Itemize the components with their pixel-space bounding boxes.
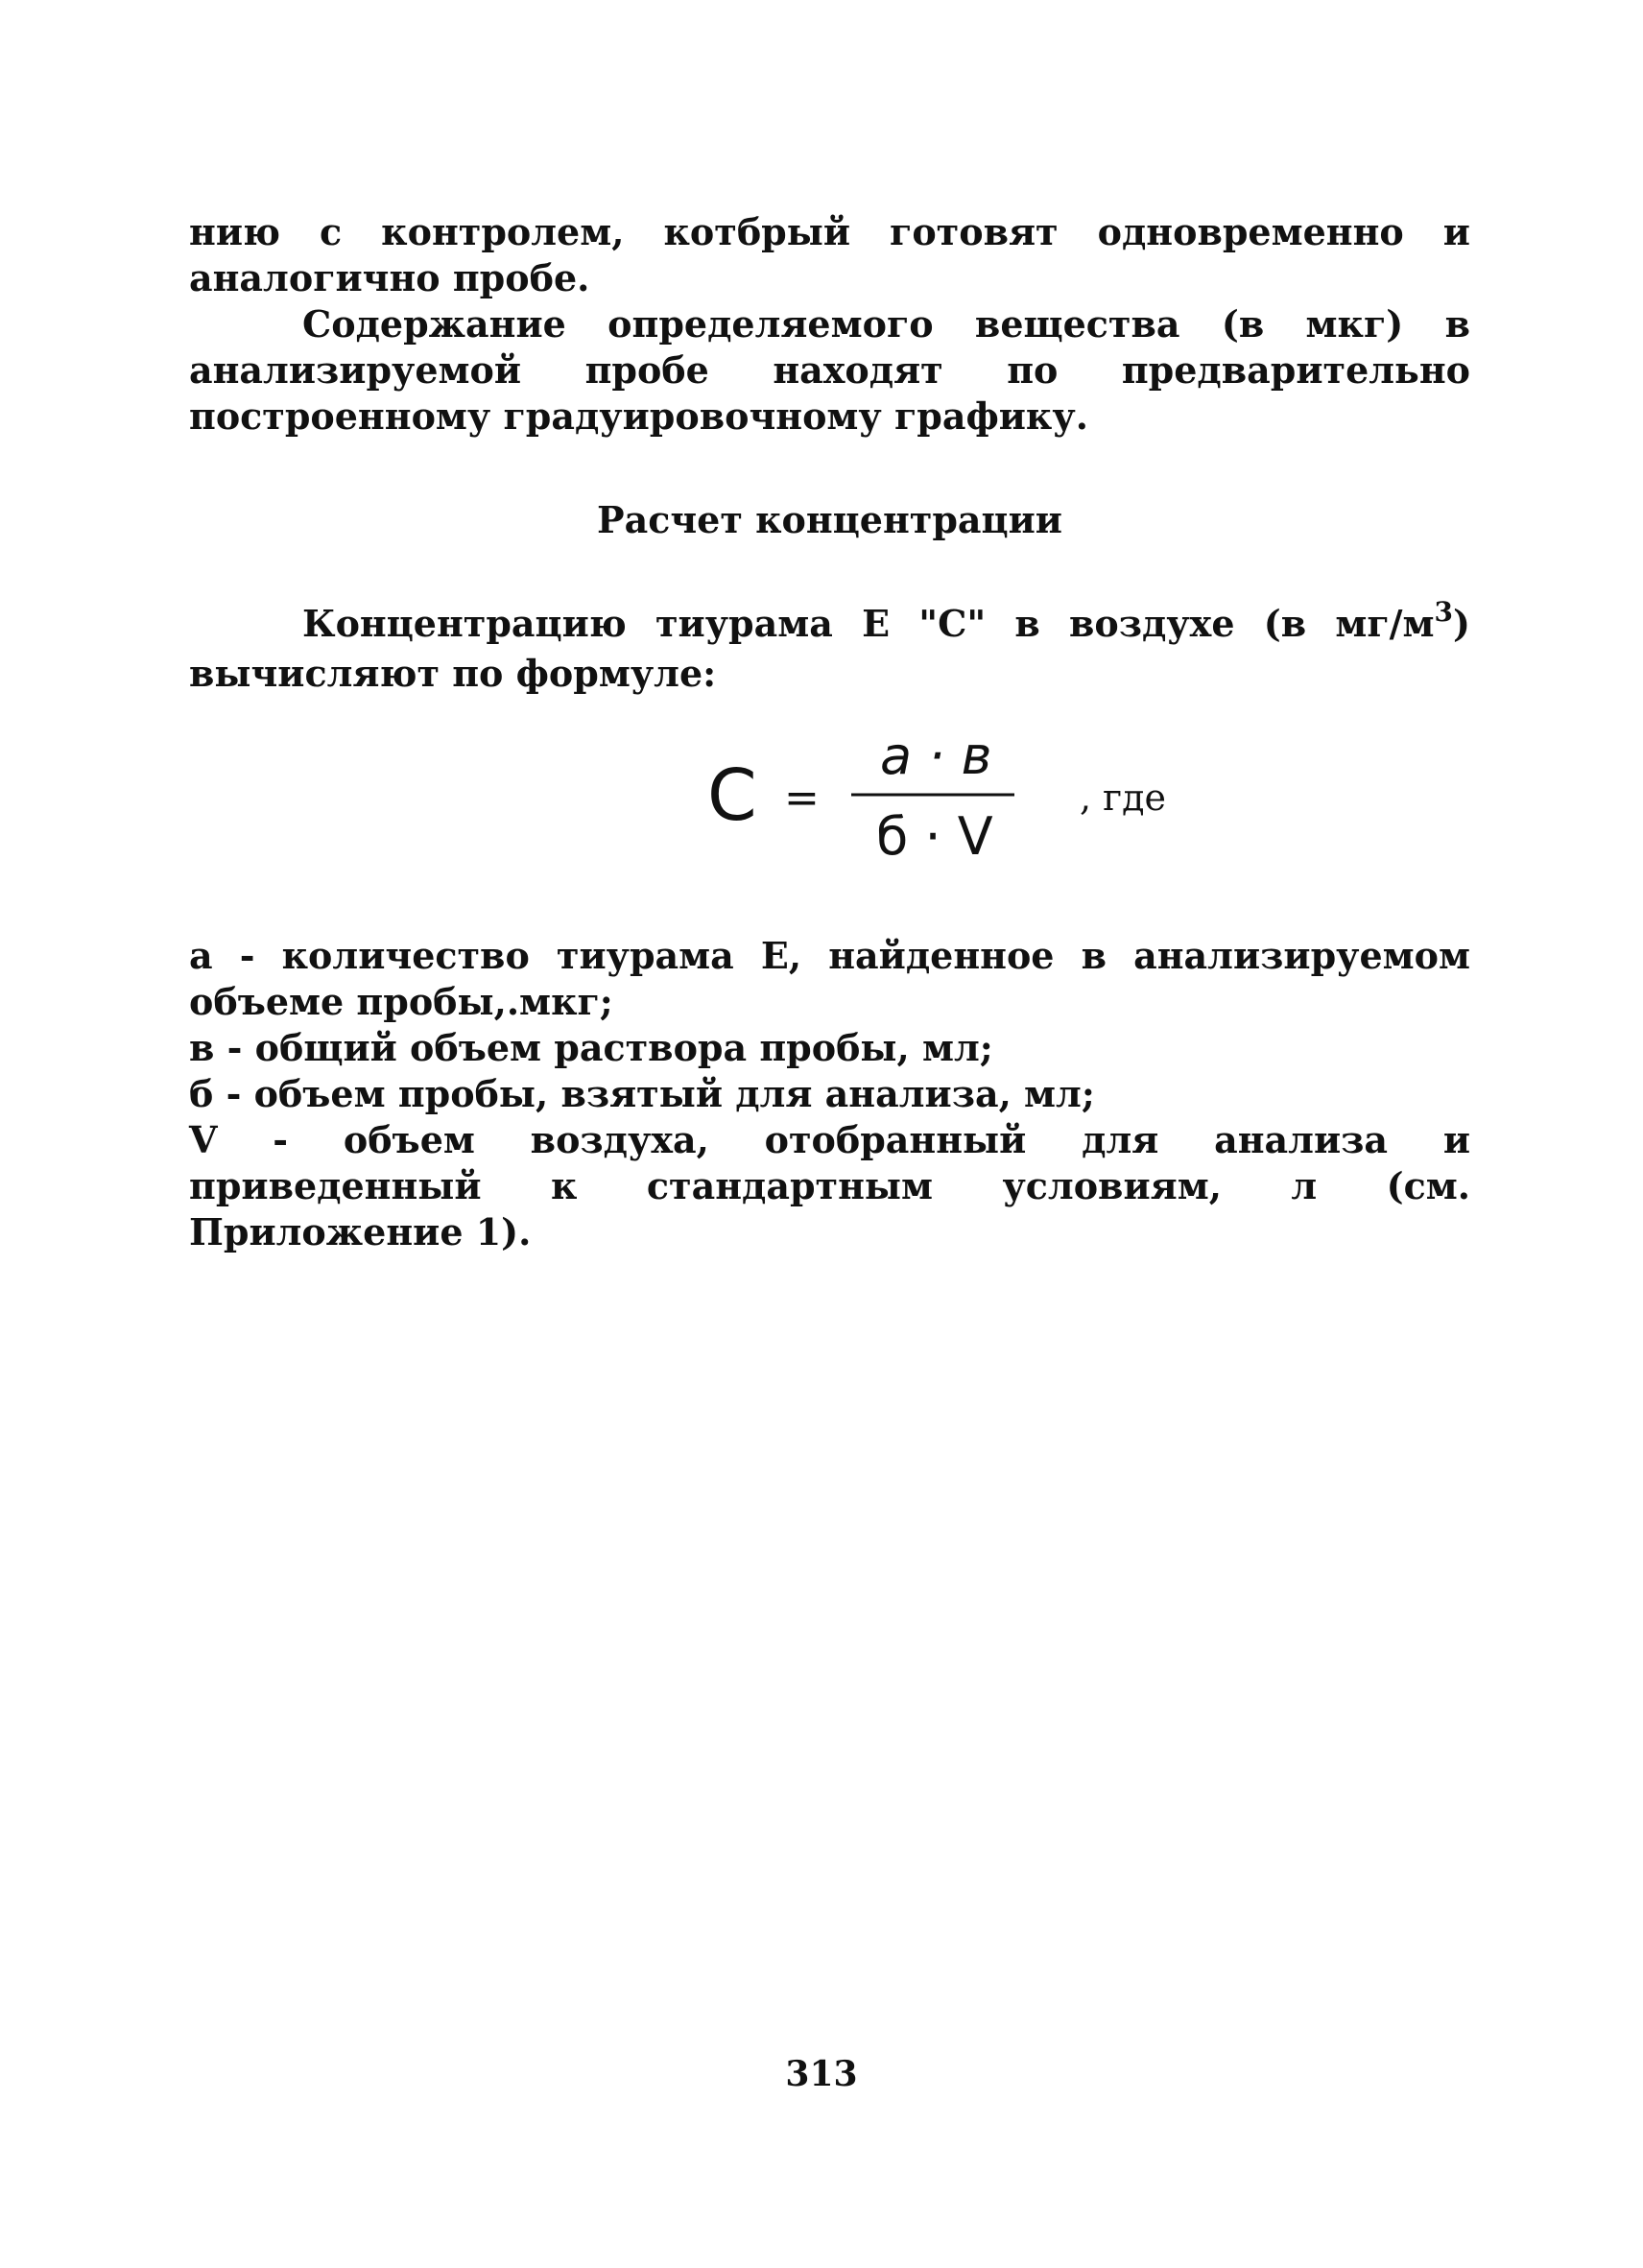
definition-a: а - количество тиурама Е, найденное в анализируемом объеме пробы,.мкг; bbox=[189, 934, 1470, 1023]
concentration-text-before: Концентрацию тиурама Е "С" в воздухе (в мг/м bbox=[302, 602, 1435, 645]
formula-lhs: C bbox=[707, 754, 757, 837]
definitions-list bbox=[189, 933, 1470, 1255]
paragraph-continuation: нию с контролем, котбрый готовят одновременно и аналогично пробе. bbox=[189, 210, 1470, 299]
concentration-text-after: ) вычисляют по формуле: bbox=[189, 602, 1470, 695]
formula-equals: = bbox=[784, 774, 820, 823]
definition-air-volume: V - объем воздуха, отобранный для анализа и приведенный к стандартным условиям, л (см. Приложение 1). bbox=[189, 1118, 1470, 1253]
definition-v: в - общий объем раствора пробы, мл; bbox=[189, 1026, 993, 1069]
page-number: 313 bbox=[785, 2054, 858, 2094]
formula-graphic bbox=[688, 716, 1187, 879]
section-heading: Расчет концентрации bbox=[597, 498, 1062, 541]
definition-b: б - объем пробы, взятый для анализа, мл; bbox=[189, 1072, 1095, 1115]
formula-where: , где bbox=[1080, 776, 1166, 819]
document-page bbox=[189, 209, 1470, 1255]
formula bbox=[189, 716, 1470, 879]
formula-denominator: б · V bbox=[876, 806, 993, 867]
paragraph-content-determination: Содержание определяемого вещества (в мкг) в анализируемой пробе находят по предварительно построенному градуировочному графику. bbox=[189, 302, 1470, 438]
paragraph-concentration bbox=[189, 596, 1470, 697]
cubic-superscript: 3 bbox=[1434, 596, 1454, 628]
formula-numerator: a · в bbox=[880, 726, 992, 786]
